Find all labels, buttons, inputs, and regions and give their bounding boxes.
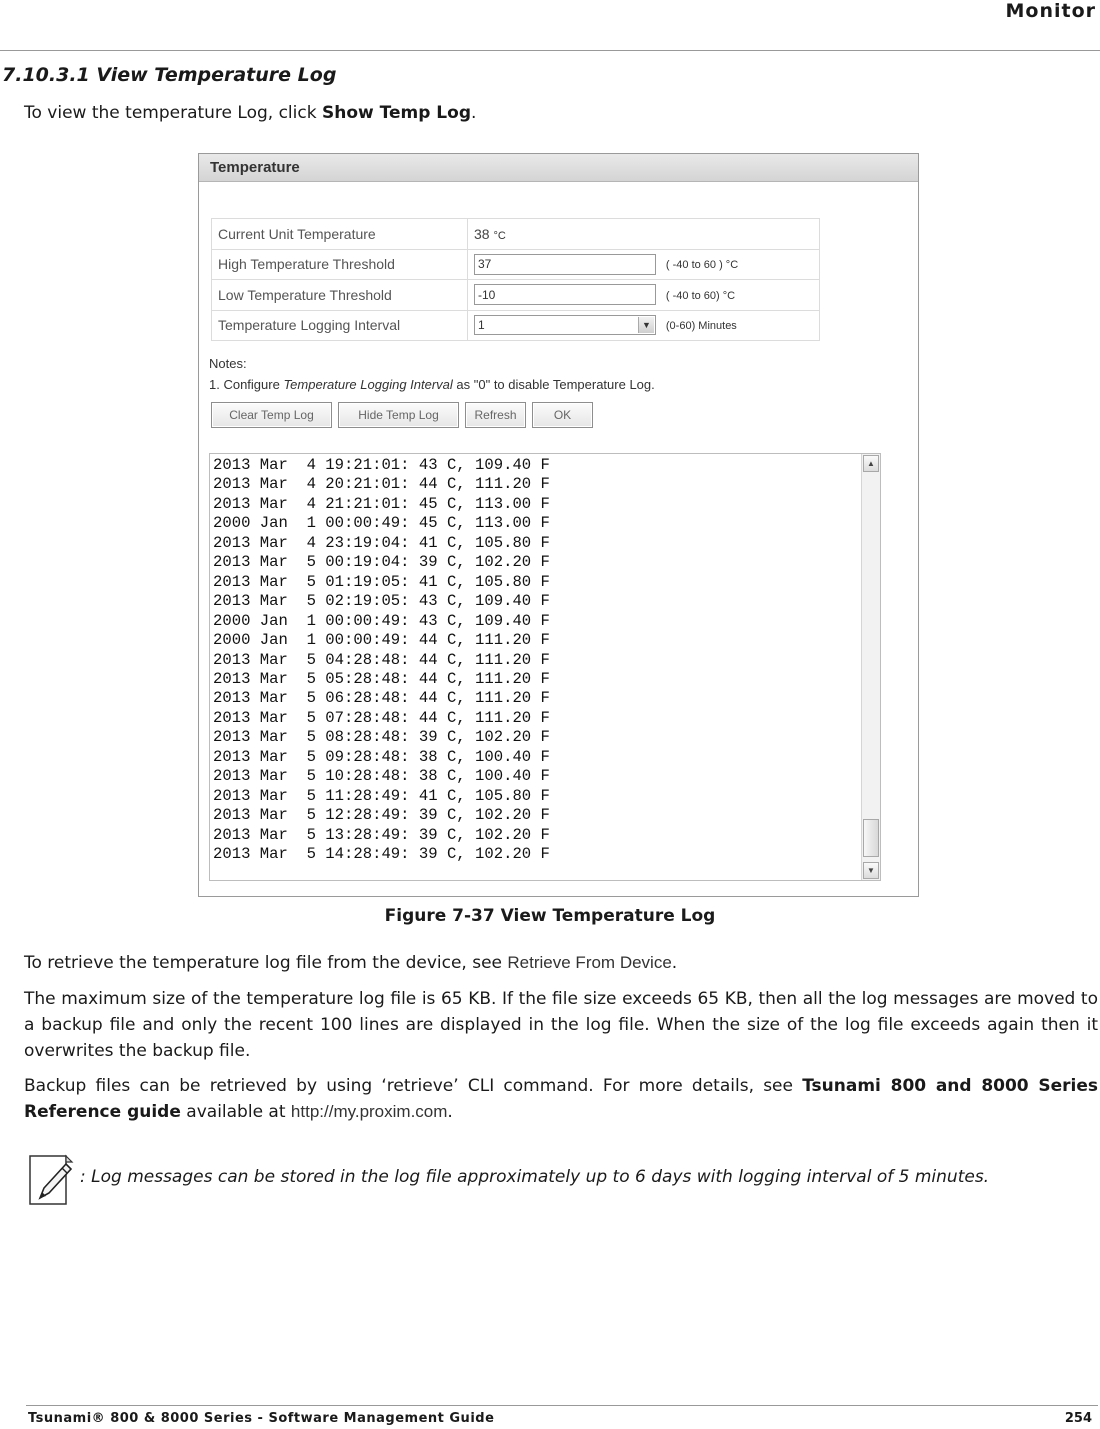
table-row <box>212 310 820 341</box>
table-row <box>212 280 820 311</box>
table-row <box>212 249 820 280</box>
low-threshold-range: ( -40 to 60) °C <box>665 289 736 302</box>
header-rule <box>0 50 1100 51</box>
log-line: 2013 Mar 5 04:28:48: 44 C, 111.20 F <box>213 650 550 669</box>
backup-text: Backup files can be retrieved by using ‘retrieve’ CLI command. For more details, see <box>24 1076 803 1096</box>
log-line: 2013 Mar 5 07:28:48: 44 C, 111.20 F <box>213 708 550 727</box>
current-temp-cell <box>468 219 820 250</box>
log-line: 2013 Mar 5 02:19:05: 43 C, 109.40 F <box>213 592 550 611</box>
show-temp-log-reference: Show Temp Log <box>321 103 471 123</box>
low-threshold-cell <box>468 280 820 311</box>
temperature-log-textarea[interactable] <box>209 453 881 881</box>
log-line: 2013 Mar 4 21:21:01: 45 C, 113.00 F <box>213 494 550 513</box>
log-line: 2000 Jan 1 00:00:49: 45 C, 113.00 F <box>213 514 550 533</box>
clear-temp-log-button[interactable]: Clear Temp Log <box>211 402 332 428</box>
high-threshold-input[interactable] <box>474 254 656 275</box>
log-line: 2013 Mar 5 12:28:49: 39 C, 102.20 F <box>213 806 550 825</box>
log-line: 2013 Mar 5 00:19:04: 39 C, 102.20 F <box>213 553 550 572</box>
scroll-down-icon[interactable]: ▼ <box>863 862 879 879</box>
logging-interval-label: Temperature Logging Interval <box>212 310 468 341</box>
retrieve-from-device-link[interactable]: Retrieve From Device <box>507 953 672 972</box>
log-size-paragraph: The maximum size of the temperature log file is 65 KB. If the file size exceeds 65 KB, then all the log messages are moved to a backup file and only the recent 100 lines are displayed in the log file. When the size of the log file exceeds again then it overwrites the backup file. <box>24 989 1098 1061</box>
high-threshold-label: High Temperature Threshold <box>212 249 468 280</box>
refresh-button[interactable]: Refresh <box>465 402 526 428</box>
scroll-thumb[interactable] <box>863 819 879 857</box>
notes-block <box>209 353 655 395</box>
low-threshold-input[interactable] <box>474 284 656 305</box>
current-temp-label: Current Unit Temperature <box>212 219 468 250</box>
figure-caption: Figure 7-37 View Temperature Log <box>384 906 716 926</box>
log-line: 2013 Mar 5 05:28:48: 44 C, 111.20 F <box>213 669 550 688</box>
ok-button[interactable]: OK <box>532 402 593 428</box>
logging-interval-cell <box>468 310 820 341</box>
hide-temp-log-button[interactable]: Hide Temp Log <box>338 402 459 428</box>
log-line: 2000 Jan 1 00:00:49: 43 C, 109.40 F <box>213 611 550 630</box>
log-line: 2013 Mar 5 13:28:49: 39 C, 102.20 F <box>213 825 550 844</box>
logging-interval-range: (0-60) Minutes <box>665 319 737 332</box>
retrieve-paragraph <box>24 950 1098 976</box>
retrieve-period: . <box>671 953 678 973</box>
log-line: 2000 Jan 1 00:00:49: 44 C, 111.20 F <box>213 631 550 650</box>
temperature-screenshot <box>198 153 919 897</box>
notes-title: Notes: <box>209 356 247 371</box>
log-line: 2013 Mar 5 08:28:48: 39 C, 102.20 F <box>213 728 550 747</box>
retrieve-text: To retrieve the temperature log file from the device, see <box>24 953 508 973</box>
log-line: 2013 Mar 4 20:21:01: 44 C, 111.20 F <box>213 475 550 494</box>
proxim-url-link[interactable]: http://my.proxim.com <box>290 1102 448 1121</box>
table-row <box>212 219 820 250</box>
log-line: 2013 Mar 5 11:28:49: 41 C, 105.80 F <box>213 786 550 805</box>
section-heading: 7.10.3.1 View Temperature Log <box>2 64 337 86</box>
notes-line <box>209 374 655 395</box>
reference-guide-title: Tsunami 800 and 8000 Series Reference guide <box>24 1076 1098 1122</box>
notes-line-italic: Temperature Logging Interval <box>283 377 453 392</box>
log-scrollbar[interactable] <box>861 454 880 880</box>
temperature-log-lines <box>213 456 550 865</box>
log-line: 2013 Mar 5 14:28:49: 39 C, 102.20 F <box>213 845 550 864</box>
backup-middle-text: available at <box>180 1102 291 1122</box>
high-threshold-range: ( -40 to 60 ) °C <box>665 259 739 272</box>
action-buttons <box>211 402 593 428</box>
logging-interval-value: 1 <box>478 318 485 333</box>
pencil-note-icon <box>26 1154 76 1206</box>
current-temp-unit: °C <box>493 229 506 242</box>
log-line: 2013 Mar 5 09:28:48: 38 C, 100.40 F <box>213 747 550 766</box>
high-threshold-cell <box>468 249 820 280</box>
log-line: 2013 Mar 4 19:21:01: 43 C, 109.40 F <box>213 456 550 474</box>
intro-paragraph <box>24 100 1098 126</box>
low-threshold-label: Low Temperature Threshold <box>212 280 468 311</box>
log-line: 2013 Mar 4 23:19:04: 41 C, 105.80 F <box>213 533 550 552</box>
backup-paragraph <box>24 1073 1098 1125</box>
note-text: : Log messages can be stored in the log file approximately up to 6 days with logging interval of 5 minutes. <box>80 1167 990 1187</box>
backup-period: . <box>447 1102 453 1122</box>
page-number: 254 <box>1064 1411 1092 1426</box>
scroll-up-icon[interactable]: ▲ <box>863 455 879 472</box>
footer-rule <box>26 1405 1098 1406</box>
chevron-down-icon[interactable]: ▼ <box>638 317 654 333</box>
logging-interval-select[interactable] <box>474 315 656 335</box>
current-temp-value: 38 <box>474 225 490 242</box>
notes-line-end: as "0" to disable Temperature Log. <box>452 377 655 392</box>
panel-title: Temperature <box>199 154 918 182</box>
notes-line-start: 1. Configure <box>209 377 284 392</box>
log-line: 2013 Mar 5 01:19:05: 41 C, 105.80 F <box>213 572 550 591</box>
log-line: 2013 Mar 5 10:28:48: 38 C, 100.40 F <box>213 767 550 786</box>
temperature-settings-table <box>211 218 820 341</box>
footer-document-title: Tsunami® 800 & 8000 Series - Software Management Guide <box>28 1411 495 1426</box>
log-line: 2013 Mar 5 06:28:48: 44 C, 111.20 F <box>213 689 550 708</box>
running-header-title: Monitor <box>1005 0 1096 22</box>
intro-period: . <box>470 103 477 123</box>
intro-text: To view the temperature Log, click <box>24 103 322 123</box>
